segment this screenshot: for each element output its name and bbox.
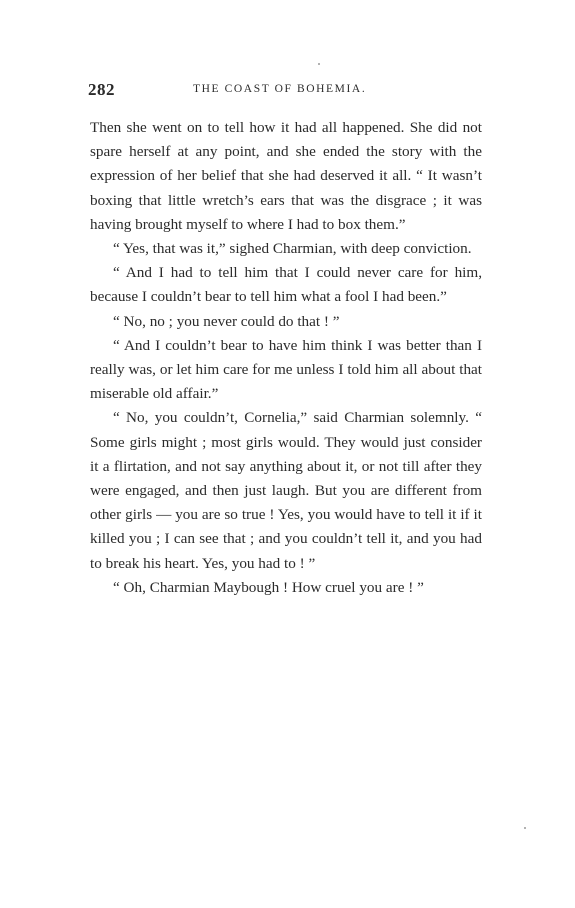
paragraph: “ Yes, that was it,” sighed Charmian, with deep conviction. (113, 240, 472, 258)
page-header (88, 80, 481, 102)
paragraph: “ No, you couldn’t, Cornelia,” said Charmian solemnly. “ Some girls might ; most girls would. They would just consider it a flirtation, and not say anything about it, or not till after they were engaged, and then just laugh. But you are different from other girls — you are so true ! Yes, you would have to tell it if it killed you ; I can see that ; and you couldn’t tell it, and you had to break his heart. Yes, you had to ! ” (90, 409, 482, 572)
running-head: THE COAST OF BOHEMIA. (193, 83, 367, 95)
paragraph: “ Oh, Charmian Maybough ! How cruel you are ! ” (113, 578, 424, 596)
body-text (90, 116, 482, 600)
paragraph: Then she went on to tell how it had all happened. She did not spare herself at any point, and she ended the story with the expression of her belief that she had deserved it all. “ It wasn’t boxing that little wretch’s ears that was the disgrace ; it was having brought myself to where I had to box them.” (90, 119, 482, 233)
paper-speck (524, 827, 526, 829)
paper-speck (318, 63, 320, 65)
paragraph: “ And I had to tell him that I could never care for him, because I couldn’t bear to tell him what a fool I had been.” (90, 264, 482, 306)
paragraph: “ No, no ; you never could do that ! ” (113, 312, 340, 330)
page-number: 282 (88, 80, 115, 99)
paragraph: “ And I couldn’t bear to have him think I was better than I really was, or let him care for me unless I told him all about that miserable old affair.” (90, 336, 482, 403)
